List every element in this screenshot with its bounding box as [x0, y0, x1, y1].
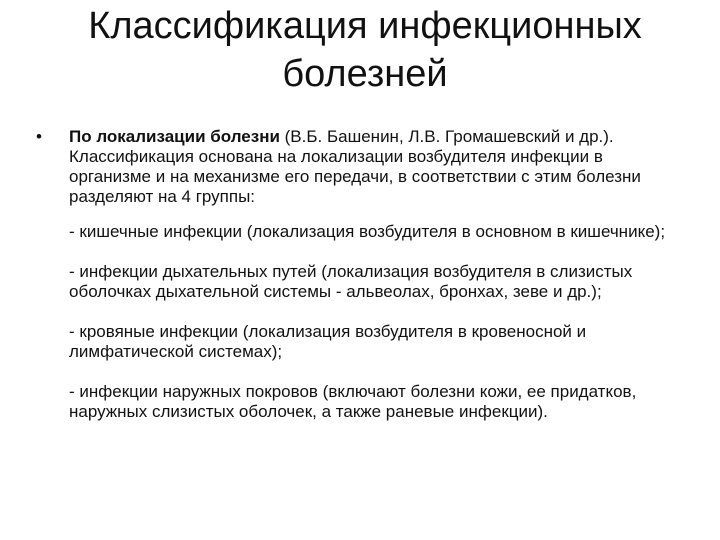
bullet-item — [36, 127, 686, 207]
title-line-2: болезней — [282, 53, 448, 95]
group-item-intestinal: - кишечные инфекции (локализация возбудителя в основном в кишечнике); — [69, 222, 666, 241]
bullet-text — [69, 127, 679, 207]
group-item-blood: - кровяные инфекции (локализация возбудителя в кровеносной и лимфатической системах); — [69, 322, 587, 361]
title-line-1: Классификация инфекционных — [88, 5, 642, 47]
bullet-bold-text: По локализации болезни — [69, 127, 280, 146]
slide-content — [36, 127, 686, 422]
group-item-external: - инфекции наружных покровов (включают болезни кожи, ее придатков, наружных слизистых оболочек, а также раневые инфекции). — [69, 382, 637, 421]
slide-title — [20, 2, 710, 98]
bullet-icon: • — [36, 127, 42, 146]
bullet-rest-text: (В.Б. Башенин, Л.В. Громашевский и др.). Классификация основана на локализации возбудителя инфекции в организме и на механизме его передачи, в соответствии с этим болезни разделяют на 4 группы: — [69, 127, 641, 206]
group-item-respiratory: - инфекции дыхательных путей (локализация возбудителя в слизистых оболочках дыхательной системы - альвеолах, бронхах, зеве и др.); — [69, 262, 633, 301]
